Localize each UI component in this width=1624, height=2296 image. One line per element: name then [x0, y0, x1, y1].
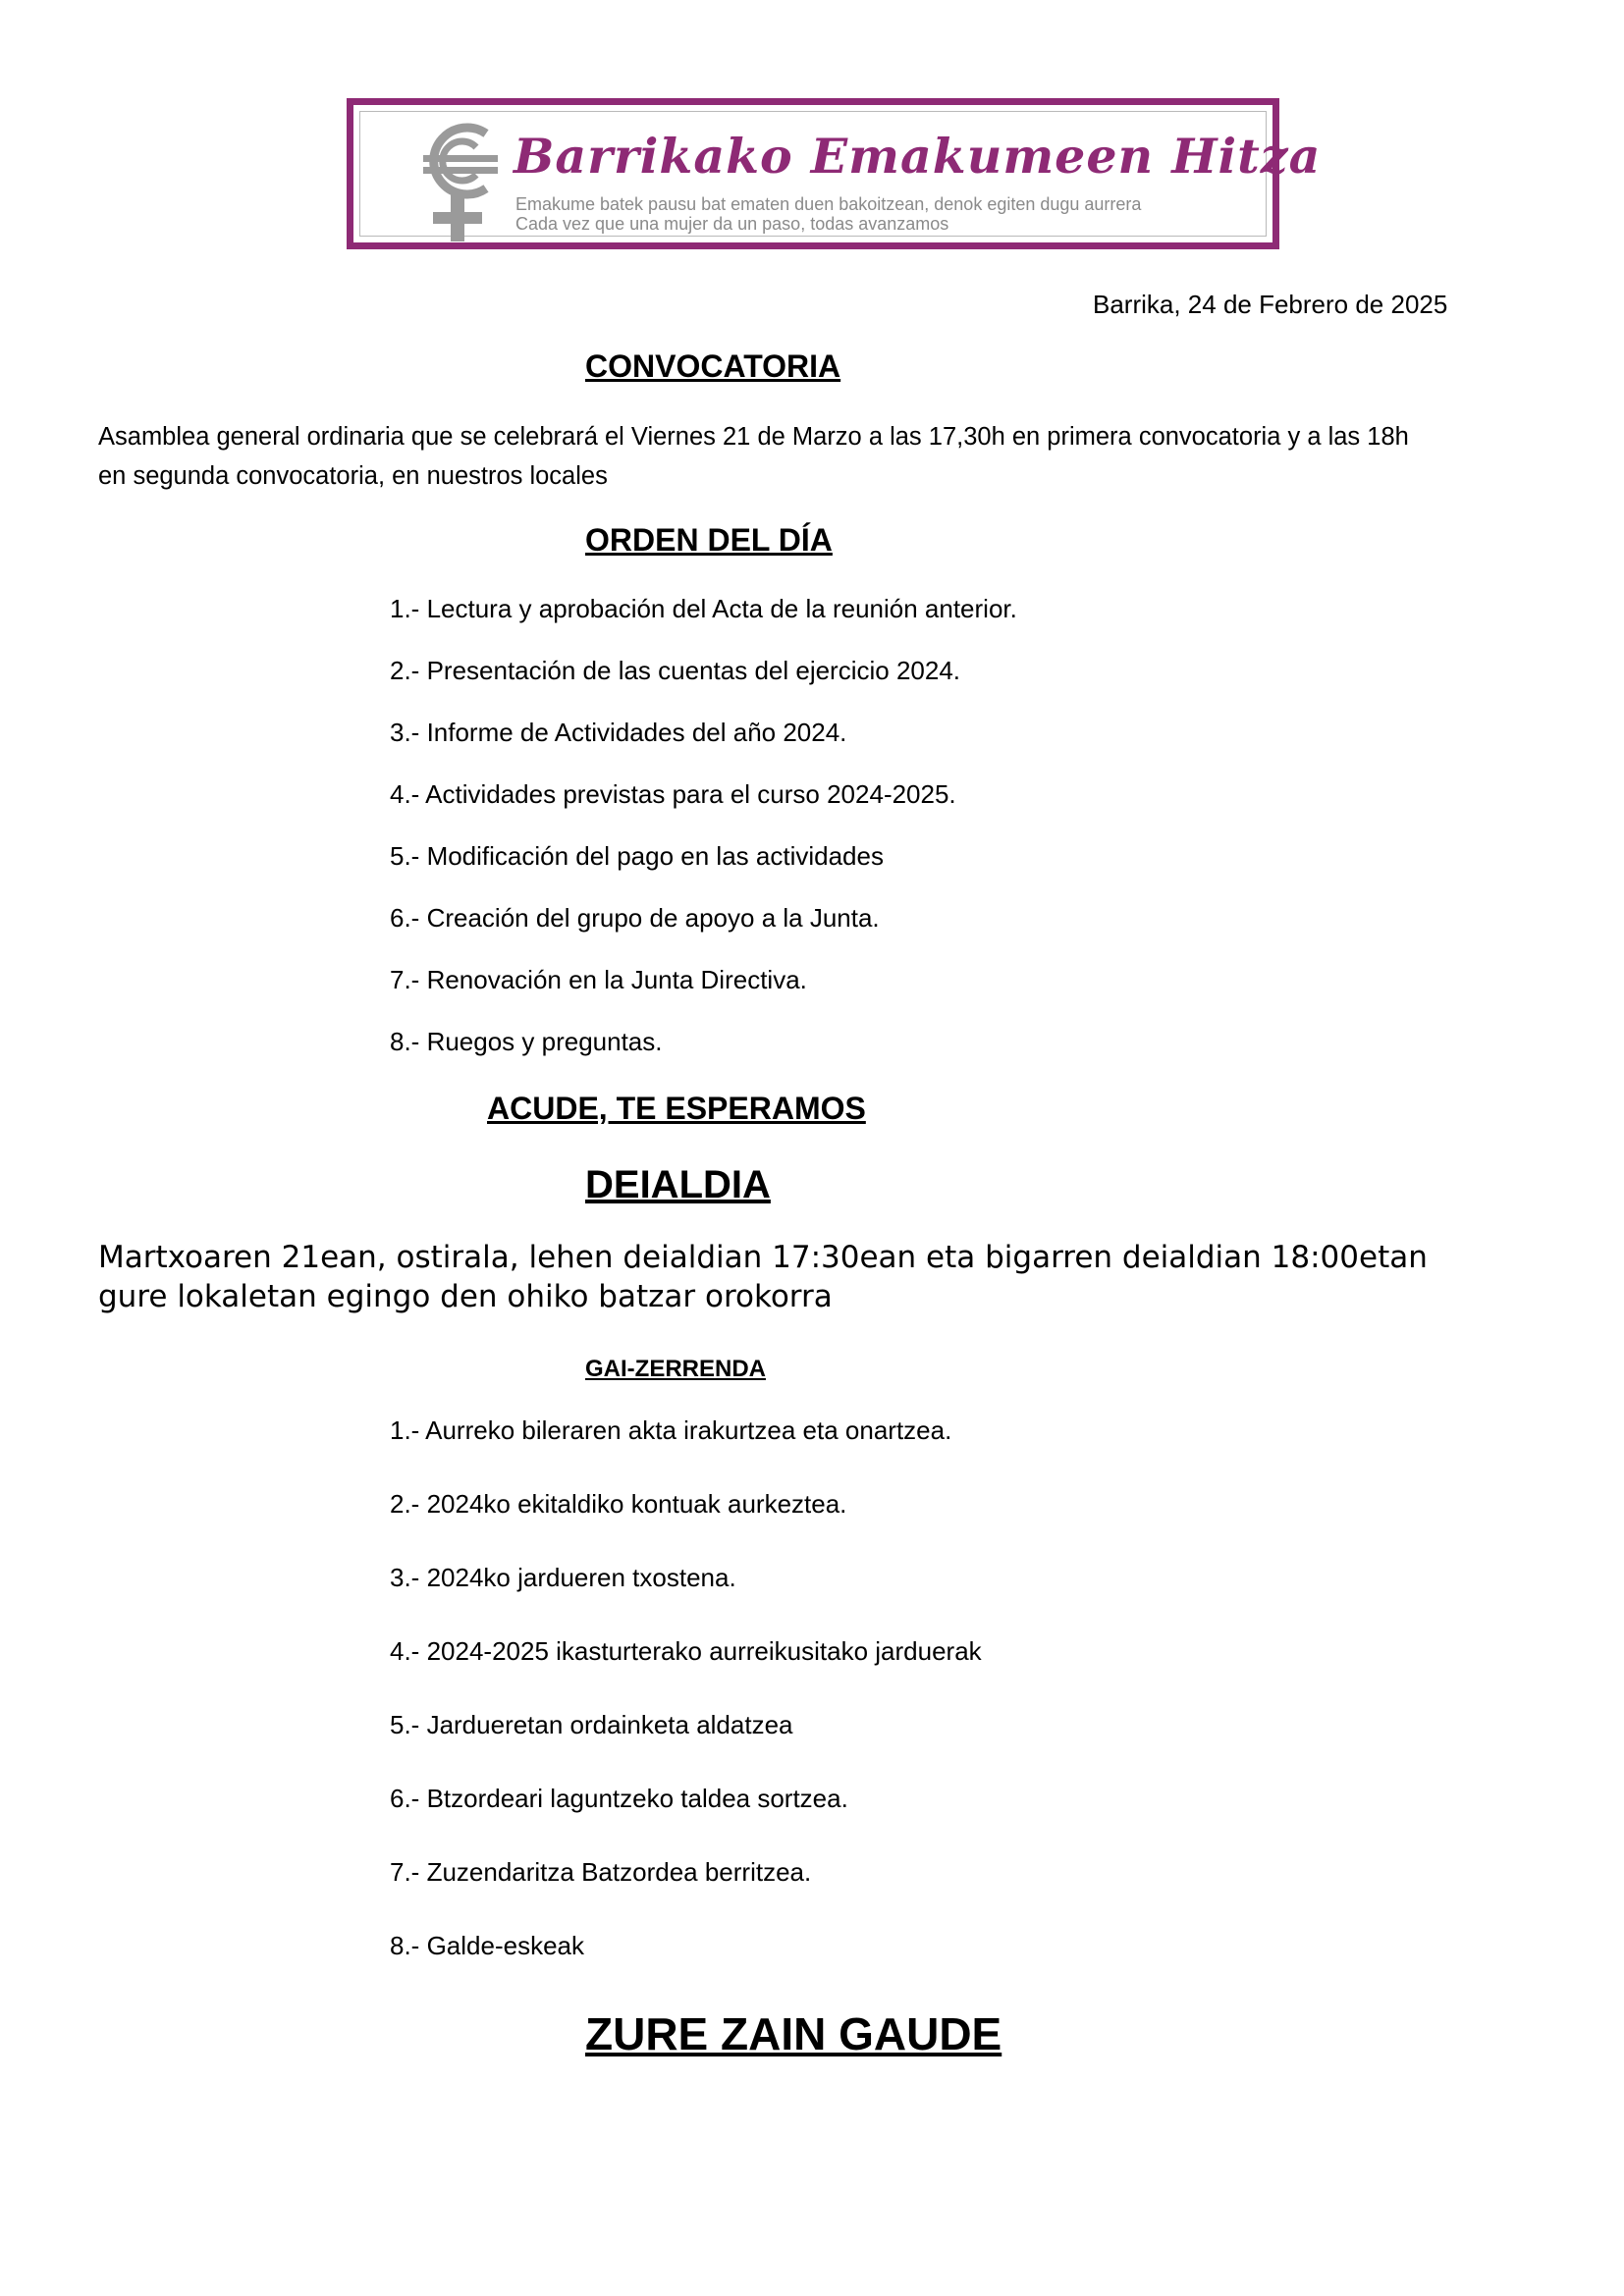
agenda-item-es-5: 5.- Modificación del pago en las actividades [390, 841, 884, 871]
agenda-item-es-4: 4.- Actividades previstas para el curso 2024-2025. [390, 779, 956, 809]
closing-es: ACUDE, TE ESPERAMOS [487, 1091, 866, 1126]
tagline-basque: Emakume batek pausu bat ematen duen bakoitzean, denok egiten dugu aurrera [515, 194, 1142, 214]
agenda-item-eu-1: 1.- Aurreko bileraren akta irakurtzea eta onartzea. [390, 1415, 952, 1445]
convocatoria-intro-line2: en segunda convocatoria, en nuestros locales [98, 462, 608, 490]
agenda-item-eu-2: 2.- 2024ko ekitaldiko kontuak aurkeztea. [390, 1489, 847, 1519]
banner-title: Barrikako Emakumeen Hitza [514, 128, 1322, 185]
agenda-item-es-3: 3.- Informe de Actividades del año 2024. [390, 718, 847, 747]
agenda-item-es-6: 6.- Creación del grupo de apoyo a la Junta. [390, 903, 880, 933]
deialdia-intro-line2: gure lokaletan egingo den ohiko batzar orokorra [98, 1279, 833, 1314]
deialdia-heading: DEIALDIA [585, 1163, 771, 1206]
agenda-item-es-2: 2.- Presentación de las cuentas del ejercicio 2024. [390, 656, 961, 685]
female-symbol-logo-icon [419, 120, 510, 247]
convocatoria-heading: CONVOCATORIA [585, 348, 841, 384]
agenda-item-eu-6: 6.- Btzordeari laguntzeko taldea sortzea. [390, 1784, 848, 1813]
closing-eu: ZURE ZAIN GAUDE [585, 2008, 1002, 2059]
tagline-spanish: Cada vez que una mujer da un paso, todas avanzamos [515, 214, 949, 234]
agenda-item-eu-8: 8.- Galde-eskeak [390, 1931, 584, 1960]
header-banner [347, 98, 1322, 249]
deialdia-intro-line1: Martxoaren 21ean, ostirala, lehen deialdian 17:30ean eta bigarren deialdian 18:00etan [98, 1240, 1428, 1275]
orden-del-dia-heading: ORDEN DEL DÍA [585, 522, 833, 558]
convocatoria-intro-line1: Asamblea general ordinaria que se celebrará el Viernes 21 de Marzo a las 17,30h en primera convocatoria y a las 18h [98, 423, 1409, 451]
agenda-item-eu-5: 5.- Jardueretan ordainketa aldatzea [390, 1710, 793, 1739]
agenda-item-eu-4: 4.- 2024-2025 ikasturterako aurreikusitako jarduerak [390, 1636, 982, 1666]
agenda-item-es-8: 8.- Ruegos y preguntas. [390, 1027, 663, 1056]
agenda-item-es-1: 1.- Lectura y aprobación del Acta de la reunión anterior. [390, 594, 1017, 623]
gai-zerrenda-heading: GAI-ZERRENDA [585, 1356, 766, 1382]
banner-inner-frame [359, 111, 1322, 237]
agenda-item-es-7: 7.- Renovación en la Junta Directiva. [390, 965, 807, 994]
agenda-item-eu-3: 3.- 2024ko jardueren txostena. [390, 1563, 736, 1592]
date-line: Barrika, 24 de Febrero de 2025 [1093, 290, 1448, 319]
agenda-item-eu-7: 7.- Zuzendaritza Batzordea berritzea. [390, 1857, 812, 1887]
